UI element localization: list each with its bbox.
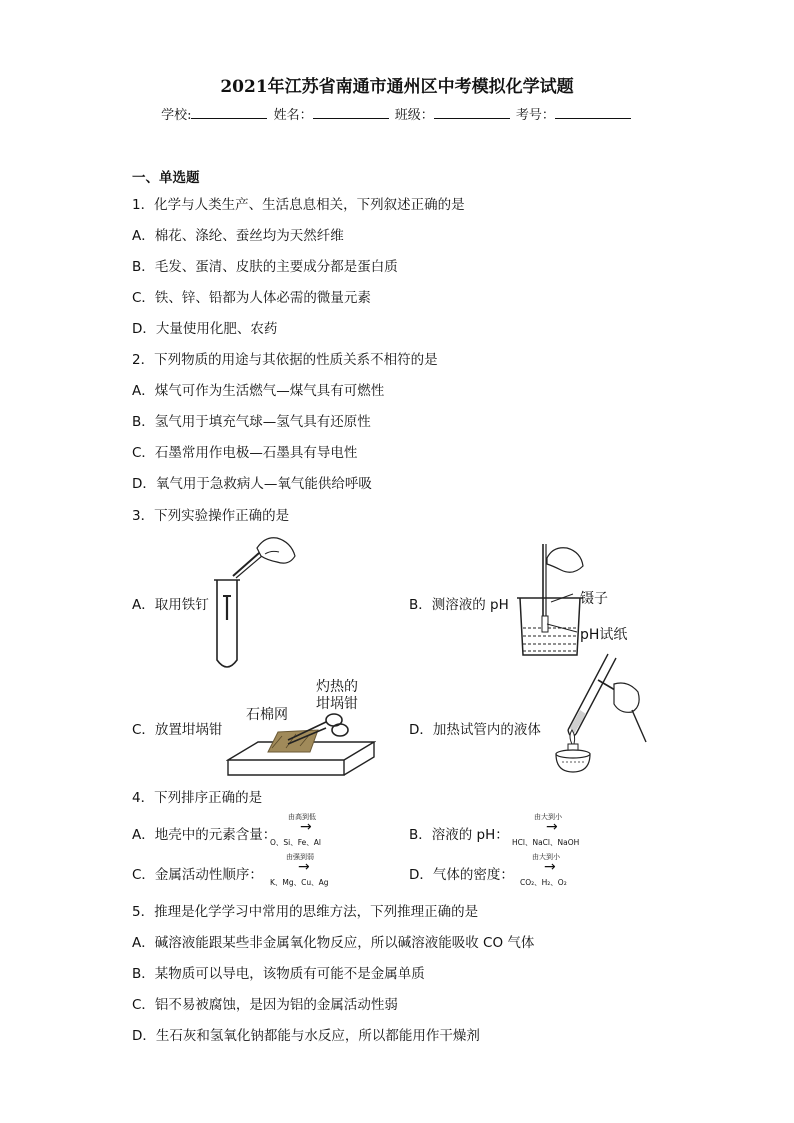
arrow-right-icon: → <box>300 819 312 835</box>
class-label: 班级： <box>394 108 434 123</box>
q4-b-sequence: HCl、NaCl、NaOH <box>512 838 580 847</box>
q5-option-a: A．碱溶液能跟某些非金属氧化物反应，所以碱溶液能吸收 CO 气体 <box>132 935 535 951</box>
q2-option-d: D．氧气用于急救病人—氧气能供给呼吸 <box>132 476 372 492</box>
school-label: 学校: <box>161 108 192 123</box>
q4-option-a: A．地壳中的元素含量： <box>132 827 277 843</box>
name-label: 姓名： <box>273 108 313 123</box>
asbestos-net-label: 石棉网 <box>246 707 288 723</box>
q1-option-c: C．铁、锌、铅都为人体必需的微量元素 <box>132 290 371 306</box>
q4-d-sequence: CO₂、H₂、O₂ <box>520 878 567 887</box>
q4-b-arrow-label: 由大到小 <box>534 813 562 821</box>
heating-test-tube-figure <box>540 650 650 775</box>
q5-option-c: C．铝不易被腐蚀，是因为铝的金属活动性弱 <box>132 997 398 1013</box>
q4-c-arrow-label: 由强到弱 <box>286 853 314 861</box>
q2-stem: 2．下列物质的用途与其依据的性质关系不相符的是 <box>132 352 438 368</box>
exam-no-label: 考号： <box>515 108 555 123</box>
q2-option-c: C．石墨常用作电极—石墨具有导电性 <box>132 445 358 461</box>
q3-option-b: B．测溶液的 pH <box>409 597 509 613</box>
arrow-right-icon: → <box>544 859 556 875</box>
q4-stem: 4．下列排序正确的是 <box>132 790 263 806</box>
student-info-line <box>0 104 794 123</box>
q4-a-arrow-label: 由高到低 <box>288 813 316 821</box>
q1-option-d: D．大量使用化肥、农药 <box>132 321 278 337</box>
class-blank[interactable] <box>434 106 510 119</box>
school-blank[interactable] <box>191 106 267 119</box>
q3-option-c: C．放置坩埚钳 <box>132 722 223 738</box>
q1-stem: 1．化学与人类生产、生活息息相关，下列叙述正确的是 <box>132 197 465 213</box>
hot-tongs-label-2: 坩埚钳 <box>316 696 358 712</box>
arrow-right-icon: → <box>546 819 558 835</box>
q2-option-a: A．煤气可作为生活燃气—煤气具有可燃性 <box>132 383 385 399</box>
q1-option-b: B．毛发、蛋清、皮肤的主要成分都是蛋白质 <box>132 259 398 275</box>
section-heading: 一、单选题 <box>132 170 200 186</box>
q4-a-sequence: O、Si、Fe、Al <box>270 838 321 847</box>
test-tube-nail-figure <box>205 532 300 672</box>
page-title: 2021年江苏省南通市通州区中考模拟化学试题 <box>220 77 574 97</box>
beaker-ph-figure <box>515 540 628 665</box>
hot-tongs-label-1: 灼热的 <box>316 679 358 695</box>
q2-option-b: B．氢气用于填充气球—氢气具有还原性 <box>132 414 371 430</box>
tweezers-label: 镊子 <box>580 591 608 607</box>
name-blank[interactable] <box>313 106 389 119</box>
q4-option-c: C．金属活动性顺序： <box>132 867 263 883</box>
arrow-right-icon: → <box>298 859 310 875</box>
exam-no-blank[interactable] <box>555 106 631 119</box>
q3-option-a: A．取用铁钉 <box>132 597 209 613</box>
q5-option-d: D．生石灰和氢氧化钠都能与水反应，所以都能用作干燥剂 <box>132 1028 480 1044</box>
q5-option-b: B．某物质可以导电，该物质有可能不是金属单质 <box>132 966 425 982</box>
q1-option-a: A．棉花、涤纶、蚕丝均为天然纤维 <box>132 228 344 244</box>
q4-c-sequence: K、Mg、Cu、Ag <box>270 878 329 887</box>
q4-option-d: D．气体的密度： <box>409 867 514 883</box>
ph-paper-label: pH试纸 <box>580 627 628 643</box>
q3-option-d: D．加热试管内的液体 <box>409 722 541 738</box>
q4-d-arrow-label: 由大到小 <box>532 853 560 861</box>
q5-stem: 5．推理是化学学习中常用的思维方法，下列推理正确的是 <box>132 904 479 920</box>
q4-option-b: B．溶液的 pH： <box>409 827 509 843</box>
q3-stem: 3．下列实验操作正确的是 <box>132 508 290 524</box>
